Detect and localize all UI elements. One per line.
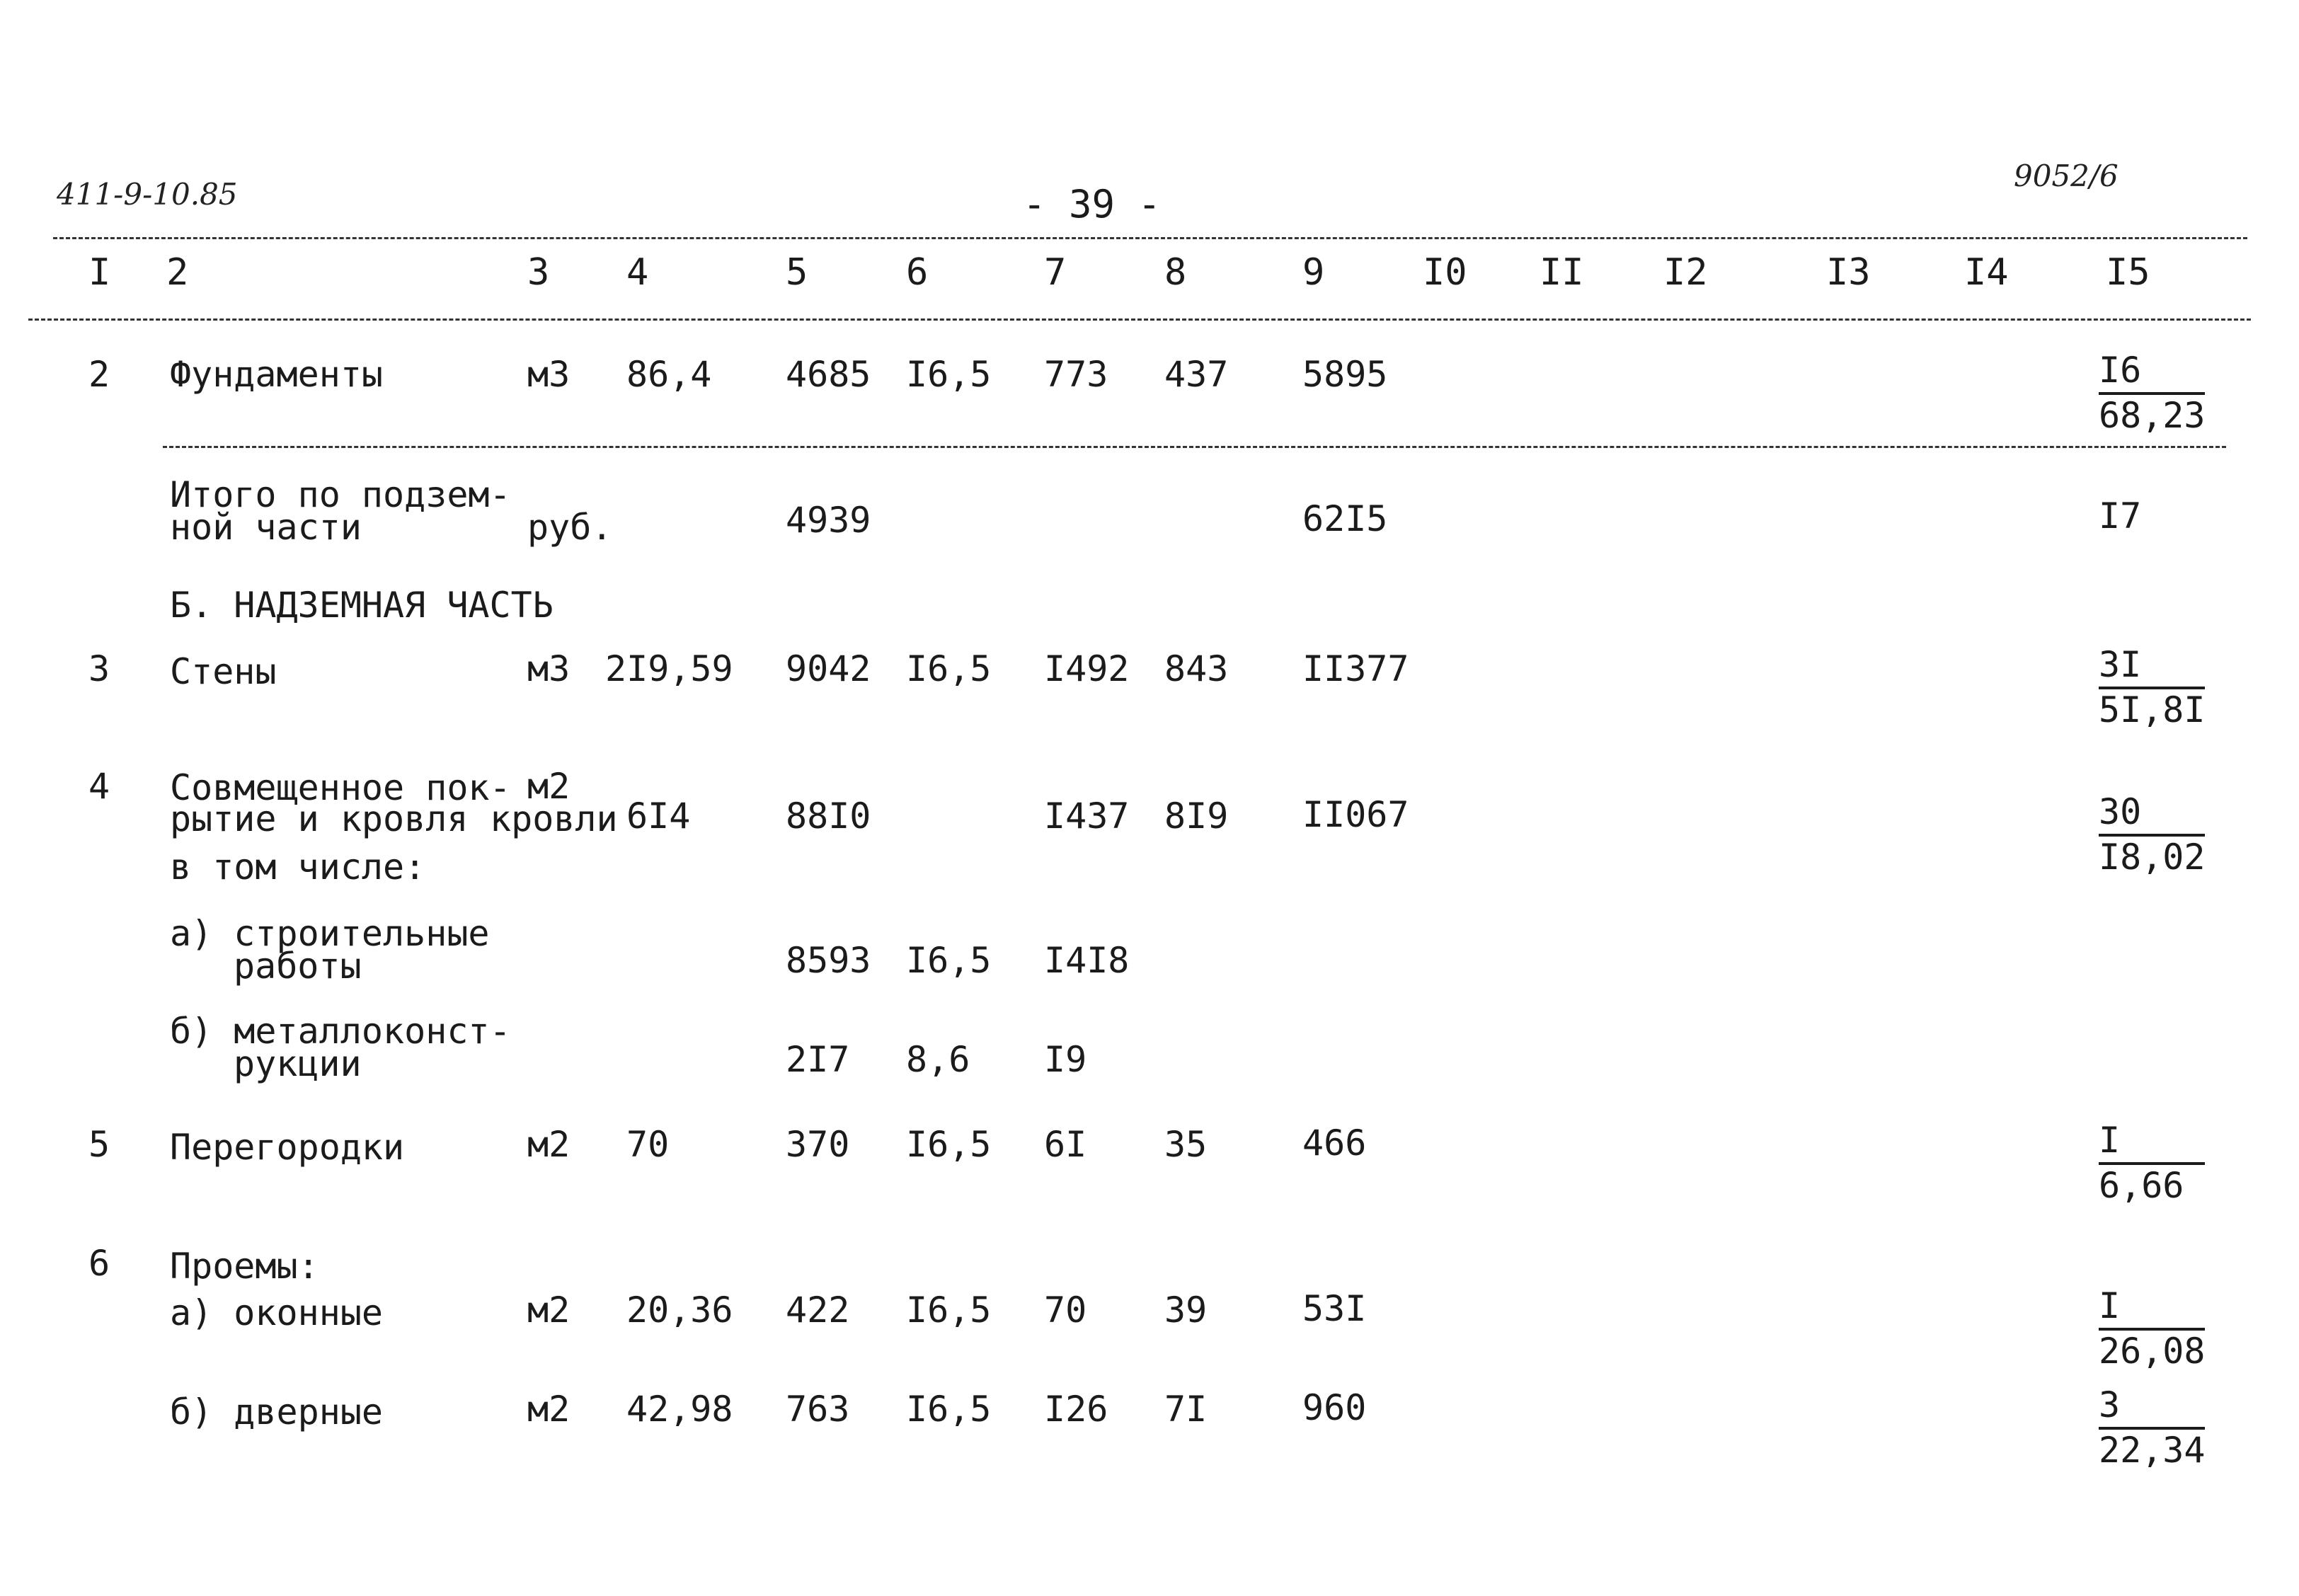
col-header-6: 6 <box>906 251 929 294</box>
col6-value: 8,6 <box>906 1039 970 1080</box>
col4-value: 70 <box>626 1124 670 1165</box>
col15-numerator: 3I <box>2099 644 2205 689</box>
col15-numerator: 30 <box>2099 791 2205 837</box>
col5-value: 422 <box>786 1290 850 1331</box>
col8-value: 39 <box>1164 1290 1208 1331</box>
col4-value: 86,4 <box>626 354 712 395</box>
col-header-8: 8 <box>1164 251 1187 294</box>
header-bottom-rule <box>28 318 2251 321</box>
col15-denominator: 6,66 <box>2099 1165 2184 1206</box>
col5-value: 2I7 <box>786 1039 850 1080</box>
col8-value: 8I9 <box>1164 796 1229 837</box>
col6-value: I6,5 <box>906 1389 992 1430</box>
col7-value: 773 <box>1044 354 1108 395</box>
col15-fraction <box>2099 1285 2206 1372</box>
unit: руб. <box>527 507 613 548</box>
col6-value: I6,5 <box>906 648 992 689</box>
col15-numerator: I <box>2099 1120 2205 1165</box>
col8-value: 35 <box>1164 1124 1208 1165</box>
col5-value: 4685 <box>786 354 871 395</box>
item-name-line1: б) металлоконст- <box>170 1011 511 1052</box>
sheet-reference: 9052/6 <box>2014 159 2119 193</box>
col7-value: I492 <box>1044 648 1130 689</box>
col9-value: 62I5 <box>1302 498 1388 539</box>
col15-denominator: 26,08 <box>2099 1331 2206 1372</box>
col15-numerator: I <box>2099 1285 2205 1331</box>
col-header-14: I4 <box>1964 251 2009 294</box>
item-name: а) оконные <box>170 1292 384 1333</box>
col6-value: I6,5 <box>906 940 992 981</box>
unit: м2 <box>527 1290 571 1331</box>
col7-value: I9 <box>1044 1039 1087 1080</box>
col15-value: I7 <box>2099 495 2142 536</box>
item-name-line1: Совмещенное пок- <box>170 767 511 808</box>
col15-fraction <box>2099 350 2206 436</box>
row-number: 2 <box>88 354 110 395</box>
item-name: Фундаменты <box>170 354 384 395</box>
unit-line1: м2 <box>527 766 571 807</box>
col9-value: 53I <box>1302 1288 1367 1329</box>
col8-value: 437 <box>1164 354 1229 395</box>
row-number: 5 <box>88 1124 110 1165</box>
col-header-11: II <box>1540 251 1584 294</box>
unit: м2 <box>527 1124 571 1165</box>
item-name: б) дверные <box>170 1391 384 1433</box>
col5-value: 4939 <box>786 500 871 541</box>
col15-numerator: I6 <box>2099 350 2205 395</box>
col7-value: I4I8 <box>1044 940 1130 981</box>
col-header-3: 3 <box>527 251 550 294</box>
col5-value: 9042 <box>786 648 871 689</box>
col7-value: 70 <box>1044 1290 1087 1331</box>
col6-value: I6,5 <box>906 354 992 395</box>
col15-numerator: 3 <box>2099 1384 2205 1430</box>
item-name-line3: в том числе: <box>170 846 426 888</box>
col-header-2: 2 <box>166 251 189 294</box>
header-top-rule <box>53 237 2247 239</box>
col-header-10: I0 <box>1423 251 1467 294</box>
col15-denominator: 22,34 <box>2099 1430 2206 1471</box>
col7-value: I26 <box>1044 1389 1108 1430</box>
col-header-9: 9 <box>1302 251 1325 294</box>
item-name-line1: а) строительные <box>170 913 490 954</box>
item-name: Перегородки <box>170 1127 405 1168</box>
unit: м2 <box>527 1389 571 1430</box>
col15-denominator: 5I,8I <box>2099 689 2206 730</box>
col-header-15: I5 <box>2106 251 2150 294</box>
item-name-line2: рукции <box>234 1043 362 1084</box>
col9-value: 960 <box>1302 1387 1367 1428</box>
col8-value: 843 <box>1164 648 1229 689</box>
item-name-line2: рытие и кровля <box>170 798 469 839</box>
total-label-line2: ной части <box>170 507 362 548</box>
col6-value: I6,5 <box>906 1124 992 1165</box>
col9-value: II067 <box>1302 794 1409 835</box>
col15-fraction <box>2099 1120 2205 1206</box>
col9-value: 5895 <box>1302 354 1388 395</box>
col4-value: 2I9,59 <box>605 648 733 689</box>
col-header-1: I <box>88 251 111 294</box>
col15-denominator: I8,02 <box>2099 837 2206 878</box>
col9-value: 466 <box>1302 1123 1367 1164</box>
col5-value: 8593 <box>786 940 871 981</box>
col5-value: 88I0 <box>786 796 871 837</box>
document-code: 411-9-10.85 <box>57 177 238 212</box>
col4-value: 6I4 <box>626 796 691 837</box>
unit-line2: кровли <box>490 798 618 839</box>
col4-value: 42,98 <box>626 1389 733 1430</box>
total-label-line1: Итого по подзем- <box>170 474 511 515</box>
col15-fraction <box>2099 791 2206 878</box>
col4-value: 20,36 <box>626 1290 733 1331</box>
section-heading: Б. НАДЗЕМНАЯ ЧАСТЬ <box>170 585 554 626</box>
subtotal-rule <box>163 446 2226 448</box>
col-header-4: 4 <box>626 251 649 294</box>
col15-fraction <box>2099 644 2206 730</box>
col7-value: 6I <box>1044 1124 1087 1165</box>
item-name: Стены <box>170 651 277 692</box>
col6-value: I6,5 <box>906 1290 992 1331</box>
unit: м3 <box>527 648 571 689</box>
item-name: Проемы: <box>170 1246 319 1287</box>
col-header-13: I3 <box>1826 251 1871 294</box>
col15-denominator: 68,23 <box>2099 395 2206 436</box>
col7-value: I437 <box>1044 796 1130 837</box>
unit: м3 <box>527 354 571 395</box>
col5-value: 370 <box>786 1124 850 1165</box>
page-number: - 39 - <box>1023 182 1162 226</box>
col-header-7: 7 <box>1044 251 1067 294</box>
col5-value: 763 <box>786 1389 850 1430</box>
row-number: 4 <box>88 766 110 807</box>
col15-fraction <box>2099 1384 2206 1471</box>
item-name-line2: работы <box>234 946 362 987</box>
row-number: 3 <box>88 648 110 689</box>
col-header-5: 5 <box>786 251 808 294</box>
col9-value: II377 <box>1302 648 1409 689</box>
col-header-12: I2 <box>1663 251 1708 294</box>
row-number: 6 <box>88 1243 110 1284</box>
col8-value: 7I <box>1164 1389 1208 1430</box>
